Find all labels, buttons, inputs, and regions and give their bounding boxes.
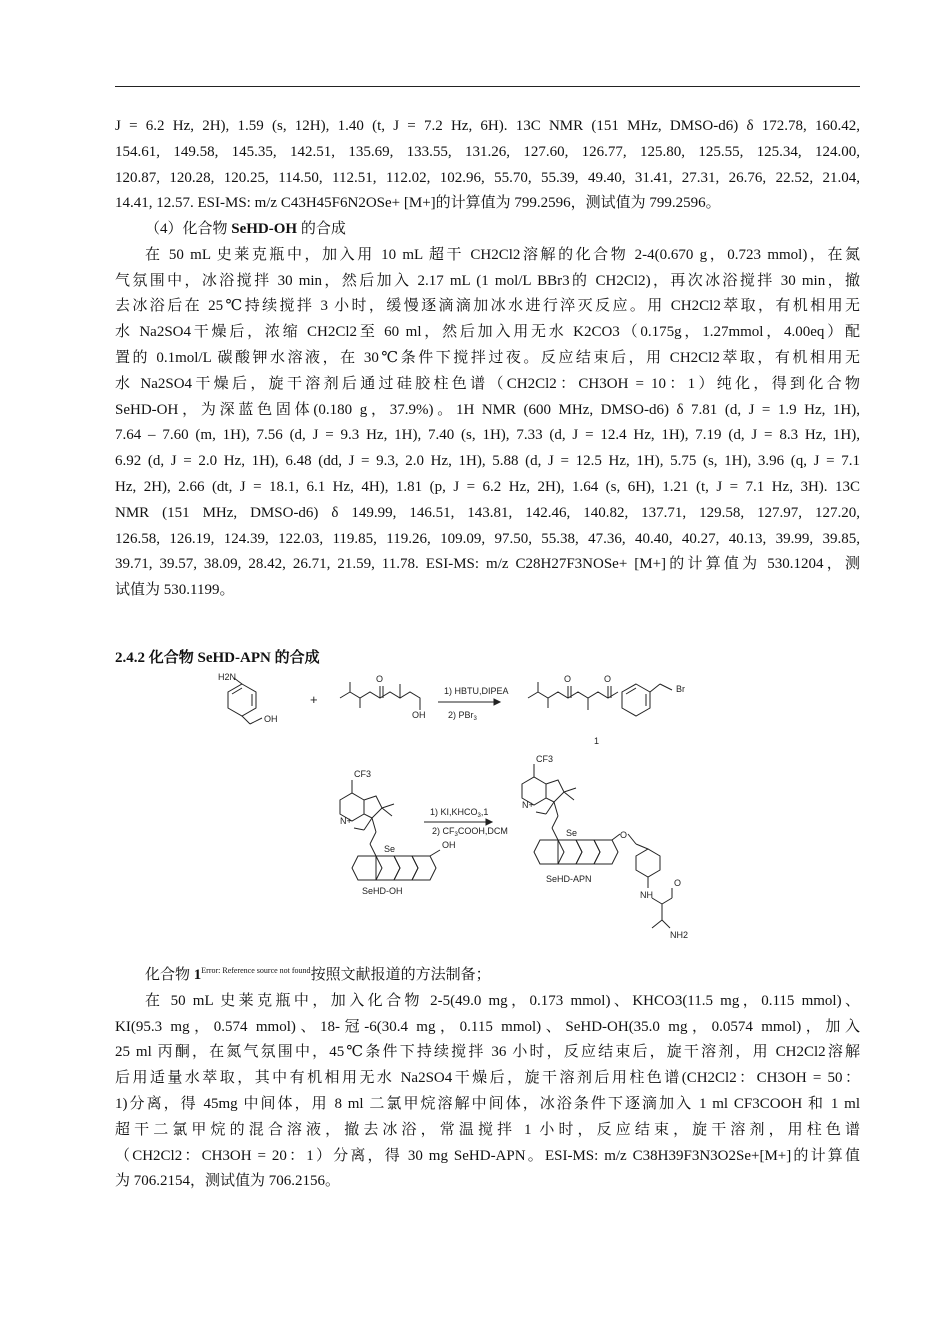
atom-label: Se (566, 828, 578, 838)
atom-label: OH (442, 840, 456, 850)
synthesis-scheme (200, 672, 760, 952)
text-line: 气氛围中，冰浴搅拌 30 min，然后加入 2.17 mL (1 mol/L BBr3的 CH2Cl2)，再次冰浴搅拌 30 min，撤 (115, 272, 860, 289)
text-line: 39.71, 39.57, 38.09, 28.42, 26.71, 21.59, 11.78. ESI-MS: m/z C28H27F3NOSe+ [M+]的计算值为 530.1204，测 (115, 556, 860, 573)
atom-label: NH (640, 890, 653, 900)
text-line: 水 Na2SO4干燥后，浓缩 CH2Cl2至 60 ml，然后加入用无水 K2CO3（0.175g，1.27mmol，4.00eq）配 (115, 324, 860, 341)
compound-label: SeHD-OH (362, 886, 403, 896)
text-line: 为 706.2154，测试值为 706.2156。 (115, 1173, 341, 1190)
reagent-label: 1) $KI,KHCO_3,1$ (430, 807, 489, 819)
atom-label: OH (264, 714, 278, 724)
reagent-label: 2) PBr$_3$ (448, 710, 477, 722)
synthesis-sehd-apn-section (115, 963, 860, 1195)
atom-label: O (674, 878, 682, 888)
atom-label: O (564, 674, 572, 684)
text-line: 置的 0.1mol/L 碳酸钾水溶液，在 30℃条件下搅拌过夜。反应结束后，用 CH2Cl2萃取，有机相用无 (115, 349, 860, 366)
text-line: 在 50 mL 史莱克瓶中，加入用 10 mL 超干 CH2Cl2溶解的化合物 2-4(0.670 g，0.723 mmol)，在氮 (145, 246, 860, 263)
text-line: 154.61, 149.58, 145.35, 142.51, 135.69, 133.55, 131.26, 127.60, 126.77, 125.80, 125.55, 125.34, 124.00, (115, 143, 860, 160)
text-line: KI(95.3 mg，0.574 mmol)、18-冠-6(30.4 mg，0.115 mmol)、SeHD-OH(35.0 mg，0.0574 mmol)，加入 (115, 1018, 860, 1035)
text-line: 1)分离，得 45mg 中间体，用 8 ml 二氯甲烷溶解中间体，冰浴条件下逐滴加入 1 ml CF3COOH 和 1 ml (115, 1095, 860, 1112)
text-line: 水 Na2SO4干燥后，旋干溶剂后通过硅胶柱色谱（CH2Cl2：CH3OH = 10：1）纯化，得到化合物 (115, 375, 860, 392)
atom-label: NH2 (670, 930, 689, 940)
text-line: 14.41, 12.57. ESI-MS: m/z C43H45F6N2OSe+ [M+]的计算值为 799.2596，测试值为 799.2596。 (115, 195, 721, 212)
text-line: 126.58, 126.19, 124.39, 122.03, 119.85, 119.26, 109.09, 97.50, 55.38, 47.36, 40.40, 40.27, 40.13, 39.99, 39.85, (115, 530, 860, 547)
header-rule (115, 86, 860, 87)
text-line: J = 6.2 Hz, 2H), 1.59 (s, 12H), 1.40 (t, J = 7.2 Hz, 6H). 13C NMR (151 MHz, DMSO-d6) δ 172.78, 160.42, (115, 118, 860, 134)
plus-sign: + (310, 692, 318, 707)
text-line: 试值为 530.1199。 (115, 582, 235, 599)
atom-label: CF3 (354, 769, 372, 779)
text-line: 去冰浴后在 25℃持续搅拌 3 小时，缓慢逐滴滴加冰水进行淬灭反应。用 CH2Cl2萃取，有机相用无 (115, 298, 860, 315)
text-line: 化合物 $1^{Error: Reference source not found}$按照文献报道的方法制备； (145, 966, 491, 983)
synthesis-sehd-oh-section (115, 217, 860, 604)
text-line: 7.64 – 7.60 (m, 1H), 7.56 (d, J = 9.3 Hz, 1H), 7.40 (s, 1H), 7.33 (d, J = 12.4 Hz, 1H), 7.19 (d, J = 8.3 Hz, 1H), (115, 427, 860, 444)
atom-label: O (620, 830, 628, 840)
section-title: （4）化合物 SeHD-OH 的合成 (145, 221, 346, 237)
nmr-paragraph-continued (115, 114, 860, 217)
atom-label: H2N (218, 672, 237, 682)
compound-number: 1 (594, 736, 600, 746)
atom-label: N+ (340, 816, 352, 826)
text-line: 后用适量水萃取，其中有机相用无水 Na2SO4干燥后，旋干溶剂后用柱色谱(CH2Cl2：CH3OH = 50： (115, 1070, 860, 1087)
atom-label: OH (412, 710, 426, 720)
text-line: （CH2Cl2：CH3OH = 20：1）分离，得 30 mg SeHD-APN。ESI-MS: m/z C38H39F3N3O2Se+[M+]的计算值 (115, 1147, 860, 1164)
text-line: 超干二氯甲烷的混合溶液，撤去冰浴，常温搅拌 1 小时，反应结束，旋干溶剂，用柱色谱 (115, 1121, 860, 1138)
atom-label: Br (676, 684, 685, 694)
reference-error: Error: Reference source not found (201, 966, 311, 975)
atom-label: CF3 (536, 754, 554, 764)
text-line: Hz, 2H), 2.66 (dt, J = 18.1, 6.1 Hz, 4H), 1.81 (p, J = 6.2 Hz, 2H), 1.64 (s, 6H), 1.21 (t, J = 7.1 Hz, 3H). 13C (115, 478, 860, 495)
reagent-label: 1) HBTU,DIPEA (444, 686, 509, 696)
atom-label: O (376, 674, 384, 684)
text-line: 120.87, 120.28, 120.25, 114.50, 112.51, 112.02, 102.96, 55.70, 55.39, 49.40, 31.41, 27.31, 26.76, 22.52, 21.04, (115, 169, 860, 186)
text-line: 25 ml 丙酮，在氮气氛围中，45℃条件下持续搅拌 36 小时，反应结束后，旋干溶剂，用 CH2Cl2溶解 (115, 1044, 860, 1061)
section-heading-2-4-2: 2.4.2 化合物 SeHD-APN 的合成 (115, 650, 320, 666)
text-line: 在 50 mL 史莱克瓶中，加入化合物 2-5(49.0 mg，0.173 mmol)、KHCO3(11.5 mg，0.115 mmol)、 (145, 992, 860, 1009)
text-line: NMR (151 MHz, DMSO-d6) δ 149.99, 146.51, 143.81, 142.46, 140.82, 137.71, 129.58, 127.97, 127.20, (115, 504, 860, 521)
compound-label: SeHD-APN (546, 874, 592, 884)
text-line: SeHD-OH，为深蓝色固体(0.180 g，37.9%)。1H NMR (600 MHz, DMSO-d6) δ 7.81 (d, J = 1.9 Hz, 1H), (115, 401, 860, 418)
text-line: 6.92 (d, J = 2.0 Hz, 1H), 6.48 (dd, J = 9.3, 2.0 Hz, 1H), 5.88 (d, J = 12.5 Hz, 1H), 5.75 (s, 1H), 3.96 (q, J = 7.1 (115, 453, 860, 470)
atom-label: O (604, 674, 612, 684)
atom-label: N+ (522, 800, 534, 810)
reagent-label: 2) $CF_3COOH,DCM$ (432, 826, 508, 838)
atom-label: Se (384, 844, 396, 854)
